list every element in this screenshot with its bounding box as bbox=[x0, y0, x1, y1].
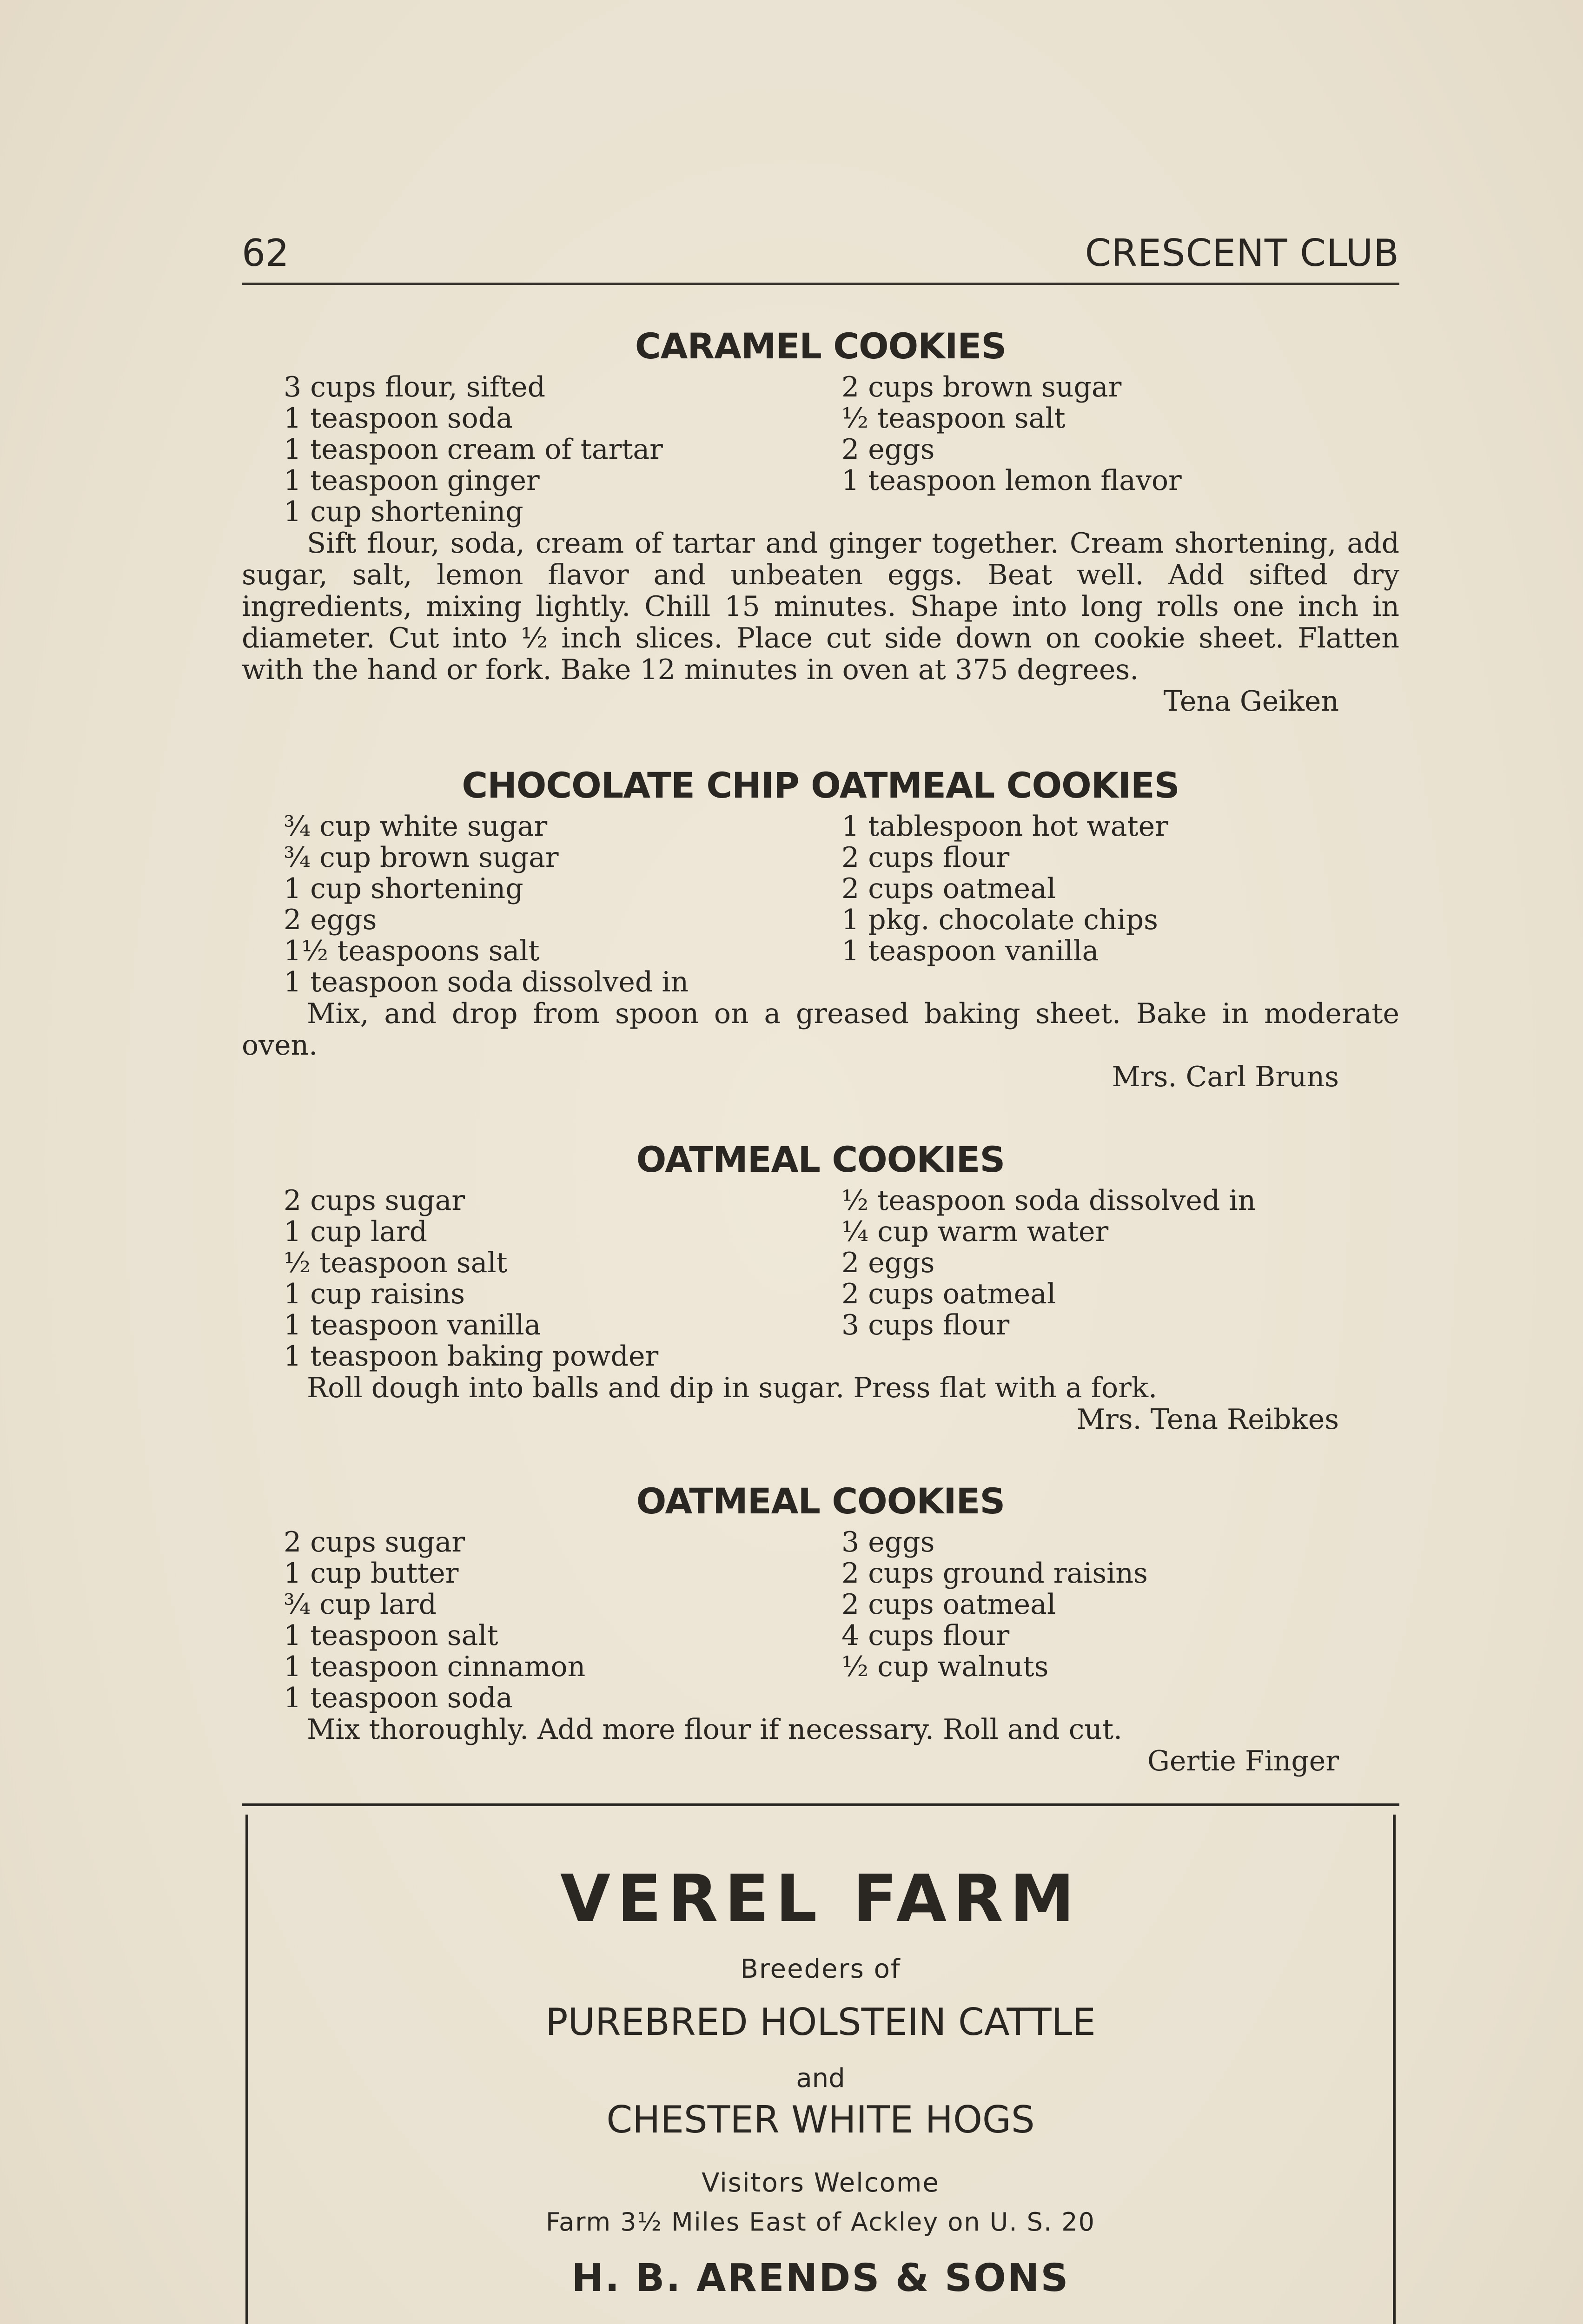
ingredient: 1 teaspoon salt bbox=[284, 1619, 498, 1652]
ingredient-list bbox=[242, 1527, 1399, 1714]
ingredient: 2 cups brown sugar bbox=[841, 371, 1122, 403]
recipe-author: Mrs. Tena Reibkes bbox=[1076, 1403, 1339, 1436]
ad-visitors-line: Visitors Welcome bbox=[702, 2168, 940, 2198]
ingredient: ½ cup walnuts bbox=[841, 1651, 1049, 1683]
recipe-chocolate-chip-oatmeal-cookies bbox=[242, 760, 1399, 1093]
recipe-method: Sift flour, soda, cream of tartar and ginger together. Cream shortening, add sugar, salt, lemon flavor and unbeaten eggs. Beat well. Add sifted dry ingredients, mixing lightly. Chill 15 minutes. Shape into long rolls one inch in diameter. Cut into ½ inch slices. Place cut side down on cookie sheet. Flatten with the hand or fork. Bake 12 minutes in oven at 375 degrees. bbox=[242, 527, 1399, 686]
ingredient: 1½ teaspoons salt bbox=[284, 935, 540, 967]
ingredient: ¾ cup lard bbox=[284, 1588, 437, 1621]
ingredient: 3 eggs bbox=[841, 1526, 935, 1558]
ingredient-list bbox=[242, 1185, 1399, 1372]
ingredient: 1 teaspoon cinnamon bbox=[284, 1651, 586, 1683]
advertisement-box bbox=[245, 1815, 1396, 2324]
ingredient-list bbox=[242, 811, 1399, 998]
ingredient: 1 teaspoon soda bbox=[284, 1682, 513, 1714]
ingredients-right bbox=[841, 811, 1168, 967]
ad-directions-line: Farm 3½ Miles East of Ackley on U. S. 20 bbox=[546, 2207, 1095, 2237]
page-number: 62 bbox=[242, 231, 289, 275]
ingredient: 1 teaspoon soda dissolved in bbox=[284, 966, 689, 998]
ingredient: 1 cup lard bbox=[284, 1215, 428, 1248]
ingredient: 1 teaspoon baking powder bbox=[284, 1340, 659, 1373]
ingredient: 1 cup raisins bbox=[284, 1278, 465, 1310]
ingredient: 2 eggs bbox=[841, 1247, 935, 1279]
ad-breeders-line: Breeders of bbox=[740, 1954, 901, 1984]
ingredient: 2 cups oatmeal bbox=[841, 872, 1056, 905]
ingredients-left bbox=[284, 372, 663, 528]
ingredient: ¼ cup warm water bbox=[841, 1215, 1109, 1248]
ingredient: ¾ cup brown sugar bbox=[284, 841, 559, 874]
ingredient: 2 cups sugar bbox=[284, 1526, 465, 1558]
page-header bbox=[242, 227, 1399, 285]
ingredient: 1 teaspoon ginger bbox=[284, 464, 540, 497]
ingredient: 2 cups ground raisins bbox=[841, 1557, 1148, 1590]
ingredient: 1 cup butter bbox=[284, 1557, 459, 1590]
recipe-author: Tena Geiken bbox=[1163, 685, 1339, 718]
ad-cattle-line: PUREBRED HOLSTEIN CATTLE bbox=[545, 2000, 1096, 2044]
ingredient: ½ teaspoon salt bbox=[841, 402, 1066, 435]
ingredient: 1 teaspoon vanilla bbox=[284, 1309, 541, 1341]
ingredient: 2 cups flour bbox=[841, 841, 1010, 874]
ingredient: ½ teaspoon soda dissolved in bbox=[841, 1184, 1256, 1217]
recipe-title: OATMEAL COOKIES bbox=[636, 1480, 1005, 1522]
ingredient: 1 cup shortening bbox=[284, 495, 523, 528]
ad-and-line: and bbox=[796, 2063, 845, 2093]
ingredients-right bbox=[841, 1527, 1148, 1683]
ingredient: 1 teaspoon vanilla bbox=[841, 935, 1099, 967]
running-title: CRESCENT CLUB bbox=[1085, 231, 1399, 275]
recipe-author: Mrs. Carl Bruns bbox=[1112, 1061, 1339, 1093]
ingredient: 3 cups flour bbox=[841, 1309, 1010, 1341]
ingredient: 2 cups sugar bbox=[284, 1184, 465, 1217]
ingredient: ¾ cup white sugar bbox=[284, 810, 548, 843]
ingredient: 1 teaspoon soda bbox=[284, 402, 513, 435]
ingredient: 2 cups oatmeal bbox=[841, 1588, 1056, 1621]
recipe-method: Mix thoroughly. Add more flour if necessary. Roll and cut. bbox=[307, 1713, 1123, 1746]
recipe-caramel-cookies bbox=[242, 321, 1399, 717]
ingredient: 2 eggs bbox=[284, 904, 377, 936]
ingredients-left bbox=[284, 1527, 585, 1714]
ad-farm-name: VEREL FARM bbox=[560, 1861, 1081, 1937]
recipe-author: Gertie Finger bbox=[1147, 1745, 1339, 1777]
ingredient: 3 cups flour, sifted bbox=[284, 371, 545, 403]
recipe-oatmeal-cookies-2 bbox=[242, 1476, 1399, 1777]
ingredient: 2 cups oatmeal bbox=[841, 1278, 1056, 1310]
ad-owner-line: H. B. ARENDS & SONS bbox=[571, 2256, 1070, 2300]
ingredients-right bbox=[841, 1185, 1256, 1341]
recipe-oatmeal-cookies-1 bbox=[242, 1134, 1399, 1435]
ingredients-left bbox=[284, 1185, 658, 1372]
recipe-method: Mix, and drop from spoon on a greased baking sheet. Bake in moderate oven. bbox=[242, 997, 1399, 1062]
ingredient: 1 tablespoon hot water bbox=[841, 810, 1168, 843]
ingredient: 1 cup shortening bbox=[284, 872, 523, 905]
ad-hogs-line: CHESTER WHITE HOGS bbox=[606, 2098, 1035, 2141]
ingredients-left bbox=[284, 811, 689, 998]
ingredient: 1 pkg. chocolate chips bbox=[841, 904, 1158, 936]
ingredient: 4 cups flour bbox=[841, 1619, 1010, 1652]
ingredient: 1 teaspoon cream of tartar bbox=[284, 433, 663, 466]
ingredient-list bbox=[242, 372, 1399, 528]
recipe-title: OATMEAL COOKIES bbox=[636, 1139, 1005, 1180]
recipe-title: CHOCOLATE CHIP OATMEAL COOKIES bbox=[462, 765, 1179, 806]
recipe-title: CARAMEL COOKIES bbox=[635, 325, 1007, 367]
ingredient: ½ teaspoon salt bbox=[284, 1247, 508, 1279]
ingredients-right bbox=[841, 372, 1182, 496]
ingredient: 1 teaspoon lemon flavor bbox=[841, 464, 1182, 497]
advertisement bbox=[242, 1803, 1399, 2324]
recipe-method: Roll dough into balls and dip in sugar. Press flat with a fork. bbox=[307, 1372, 1158, 1404]
ingredient: 2 eggs bbox=[841, 433, 935, 466]
